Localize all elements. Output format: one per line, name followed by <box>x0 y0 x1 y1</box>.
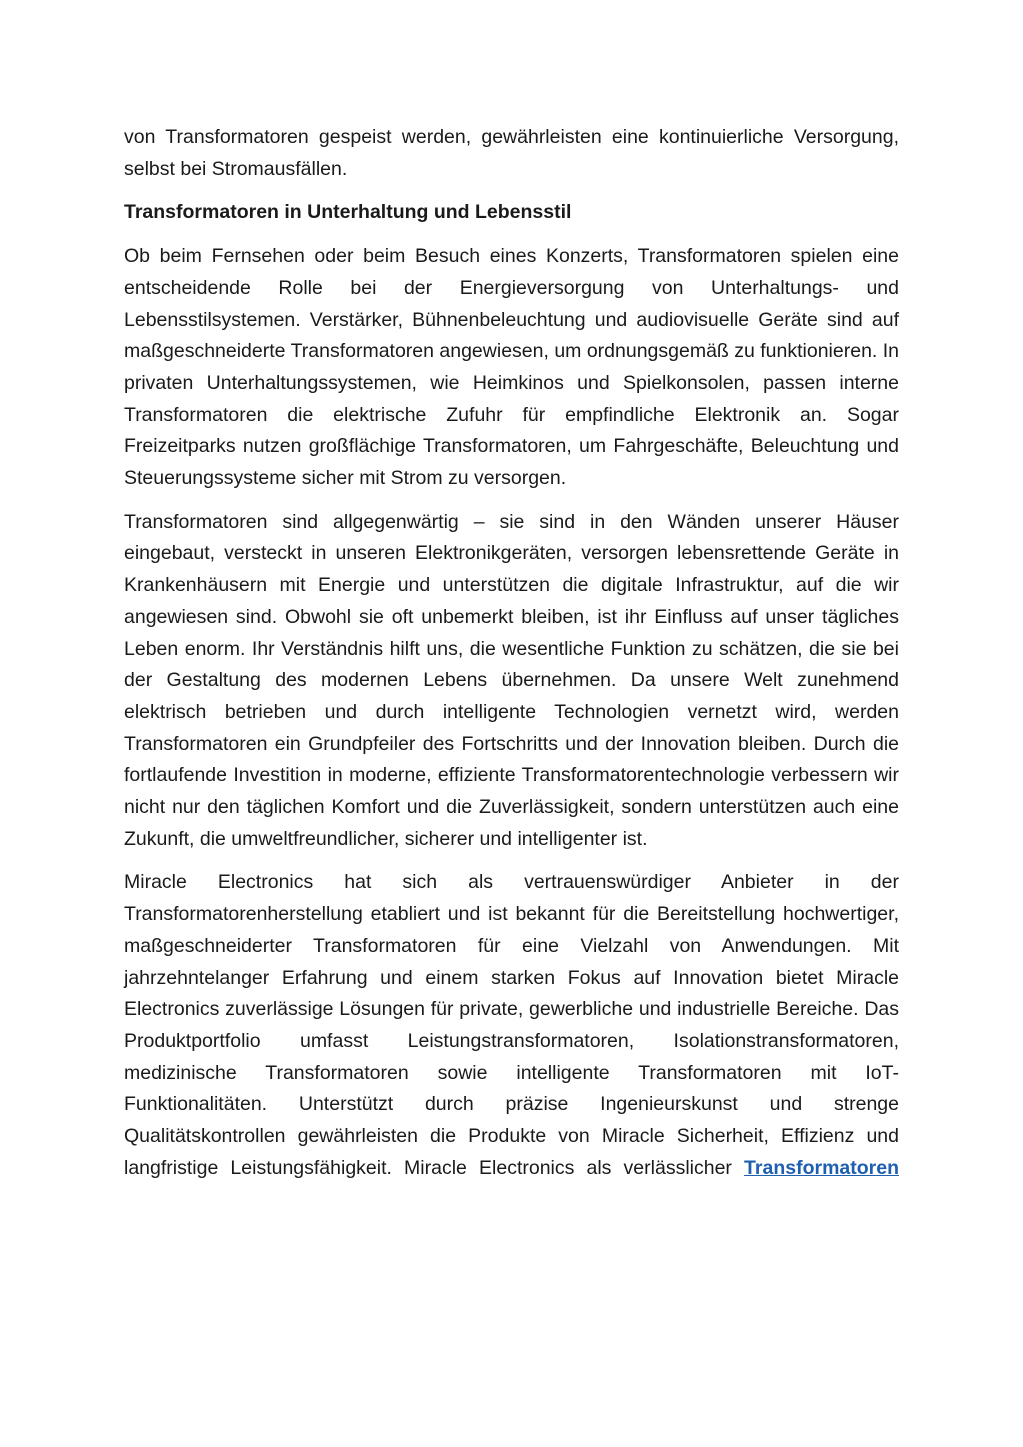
paragraph-entertainment: Ob beim Fernsehen oder beim Besuch eines Konzerts, Transformatoren spielen eine entscheidende Rolle bei der Energieversorgung von Unterhaltungs- und Lebensstilsystemen. Verstärker, Bühnenbeleuchtung und audiovisuelle Geräte sind auf maßgeschneiderte Transformatoren angewiesen, um ordnungsgemäß zu funktionieren. In privaten Unterhaltungssystemen, wie Heimkinos und Spielkonsolen, passen interne Transformatoren die elektrische Zufuhr für empfindliche Elektronik an. Sogar Freizeitparks nutzen großflächige Transformatoren, um Fahrgeschäfte, Beleuchtung und Steuerungssysteme sicher mit Strom zu versorgen. <box>124 245 900 490</box>
transformatoren-link[interactable]: Transformatoren <box>744 1156 899 1179</box>
paragraph-ubiquity: Transformatoren sind allgegenwärtig – sie sind in den Wänden unserer Häuser eingebaut, versteckt in unseren Elektronikgeräten, versorgen lebensrettende Geräte in Krankenhäusern mit Energie und unterstützen die digitale Infrastruktur, auf die wir angewiesen sind. Obwohl sie oft unbemerkt bleiben, ist ihr Einfluss auf unser tägliches Leben enorm. Ihr Verständnis hilft uns, die wesentliche Funktion zu schätzen, die sie bei der Gestaltung des modernen Lebens übernehmen. Da unsere Welt zunehmend elektrisch betrieben und durch intelligente Technologien vernetzt wird, werden Transformatoren ein Grundpfeiler des Fortschritts und der Innovation bleiben. Durch die fortlaufende Investition in moderne, effiziente Transformatorentechnologie verbessern wir nicht nur den täglichen Komfort und die Zuverlässigkeit, sondern unterstützen auch eine Zukunft, die umweltfreundlicher, sicherer und intelligenter ist. <box>124 510 899 850</box>
section-heading: Transformatoren in Unterhaltung und Lebensstil <box>124 201 572 224</box>
document-page <box>124 122 899 1197</box>
paragraph-miracle-electronics <box>124 867 899 1184</box>
intro-fragment: von Transformatoren gespeist werden, gewährleisten eine kontinuierliche Versorgung, selbst bei Stromausfällen. <box>124 126 899 180</box>
paragraph-miracle-text: Miracle Electronics hat sich als vertrauenswürdiger Anbieter in der Transformatorenherstellung etabliert und ist bekannt für die Bereitstellung hochwertiger, maßgeschneiderter Transformatoren für eine Vielzahl von Anwendungen. Mit jahrzehntelanger Erfahrung und einem starken Fokus auf Innovation bietet Miracle Electronics zuverlässige Lösungen für private, gewerbliche und industrielle Bereiche. Das Produktportfolio umfasst Leistungstransformatoren, Isolationstransformatoren, medizinische Transformatoren sowie intelligente Transformatoren mit IoT-Funktionalitäten. Unterstützt durch präzise Ingenieurskunst und strenge Qualitätskontrollen gewährleisten die Produkte von Miracle Sicherheit, Effizienz und langfristige Leistungsfähigkeit. Miracle Electronics als verlässlicher <box>124 871 899 1179</box>
